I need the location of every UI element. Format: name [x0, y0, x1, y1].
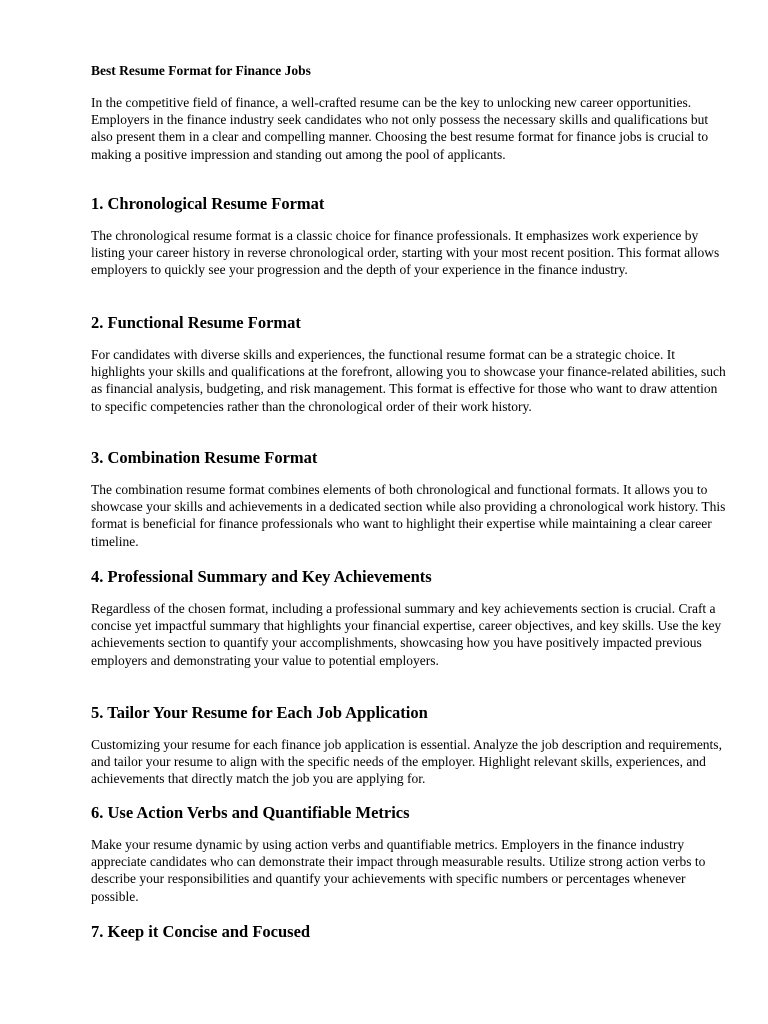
section-heading: 6. Use Action Verbs and Quantifiable Metrics [91, 803, 410, 822]
section-paragraph: The chronological resume format is a classic choice for finance professionals. It emphasizes work experience by listing your career history in reverse chronological order, starting with your most recent position. This format allows employers to quickly see your progression and the depth of your experience in the finance industry. [91, 228, 720, 278]
section-paragraph: Customizing your resume for each finance job application is essential. Analyze the job description and requirements, and tailor your resume to align with the specific needs of the employer. Highlight relevant skills, experiences, and achievements that directly match the job you are applying for. [91, 737, 722, 787]
document-title: Best Resume Format for Finance Jobs [91, 63, 311, 78]
intro-paragraph: In the competitive field of finance, a well-crafted resume can be the key to unlocking new career opportunities. Employers in the finance industry seek candidates who not only possess the necessary skills and qualifications but also present them in a clear and compelling manner. Choosing the best resume format for finance jobs is crucial to making a positive impression and standing out among the pool of applicants. [91, 95, 709, 162]
section-heading: 3. Combination Resume Format [91, 448, 318, 467]
section-heading: 5. Tailor Your Resume for Each Job Application [91, 703, 428, 722]
section-combination [91, 448, 731, 550]
section-paragraph: The combination resume format combines elements of both chronological and functional formats. It allows you to showcase your skills and achievements in a dedicated section while also providing a chronological work history. This format is beneficial for finance professionals who want to highlight their expertise while maintaining a clear career timeline. [91, 482, 726, 549]
section-paragraph: Regardless of the chosen format, including a professional summary and key achievements section is crucial. Craft a concise yet impactful summary that highlights your financial expertise, career objectives, and key skills. Use the key achievements section to quantify your accomplishments, showcasing how you have positively impacted previous employers and demonstrating your value to potential employers. [91, 601, 722, 668]
section-paragraph: For candidates with diverse skills and experiences, the functional resume format can be a strategic choice. It highlights your skills and qualifications at the forefront, allowing you to showcase your finance-related abilities, such as financial analysis, budgeting, and risk management. This format is effective for those who want to draw attention to specific competencies rather than the chronological order of their work history. [91, 347, 726, 414]
section-professional-summary [91, 567, 731, 669]
section-heading: 7. Keep it Concise and Focused [91, 922, 311, 941]
section-action-verbs [91, 803, 731, 905]
section-chronological [91, 194, 731, 279]
section-heading: 4. Professional Summary and Key Achievements [91, 567, 432, 586]
section-heading: 1. Chronological Resume Format [91, 194, 325, 213]
section-tailor-resume [91, 703, 731, 788]
section-heading: 2. Functional Resume Format [91, 313, 301, 332]
section-functional [91, 313, 731, 415]
section-paragraph: Make your resume dynamic by using action verbs and quantifiable metrics. Employers in the finance industry appreciate candidates who can demonstrate their impact through measurable results. Utilize strong action verbs to describe your responsibilities and quantify your achievements with specific numbers or percentages whenever possible. [91, 837, 706, 904]
section-concise-focused [91, 922, 731, 942]
